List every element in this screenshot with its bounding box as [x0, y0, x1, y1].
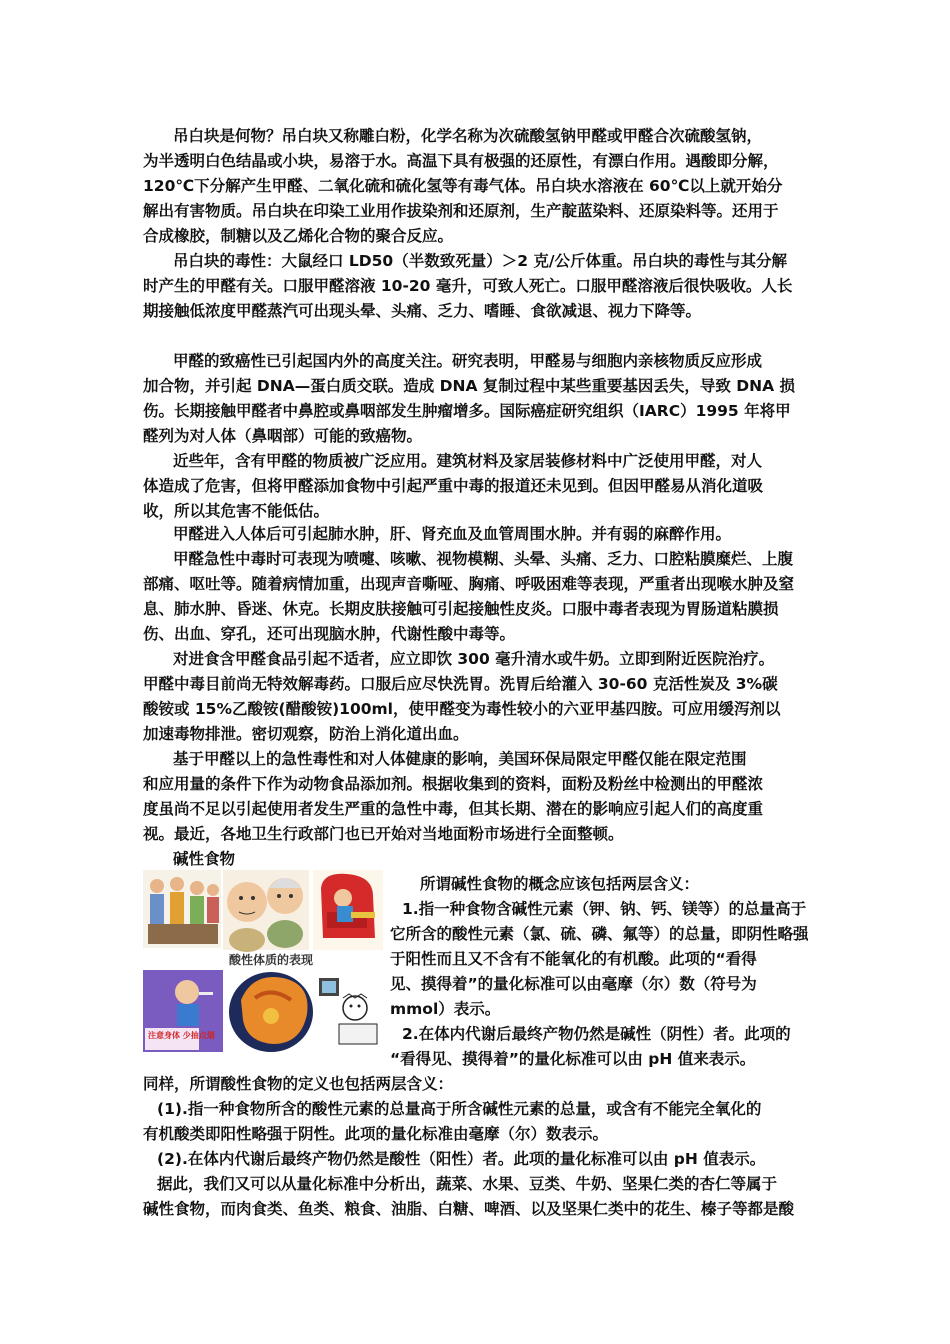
- text-line: “看得见、摸得着”的量化标准可以由 pH 值来表示。: [390, 1050, 756, 1068]
- text-line: 120℃下分解产生甲醛、二氧化硫和硫化氢等有毒气体。吊白块水溶液在 60℃以上就开始分: [143, 177, 783, 195]
- text-line: 近些年，含有甲醛的物质被广泛应用。建筑材料及家居装修材料中广泛使用甲醛，对人: [173, 452, 763, 470]
- text-line: 视。最近，各地卫生行政部门也已开始对当地面粉市场进行全面整顿。: [143, 825, 624, 843]
- armchair-image: [313, 870, 383, 950]
- text-line: 期接触低浓度甲醛蒸汽可出现头晕、头痛、乏力、嗜睡、食欲减退、视力下降等。: [143, 302, 702, 320]
- text-line: 甲醛的致癌性已引起国内外的高度关注。研究表明，甲醛易与细胞内亲核物质反应形成: [173, 352, 763, 370]
- text-line: 时产生的甲醛有关。口服甲醛溶液 10-20 毫升，可致人死亡。口服甲醛溶液后很快吸收。人长: [143, 277, 793, 295]
- text-line: 它所含的酸性元素（氯、硫、磷、氟等）的总量，即阴性略强: [390, 925, 809, 943]
- text-line: 于阳性而且又不含有不能氧化的有机酸。此项的“看得: [390, 950, 757, 968]
- text-line: 为半透明白色结晶或小块，易溶于水。高温下具有极强的还原性，有漂白作用。遇酸即分解，: [143, 152, 779, 170]
- text-line: (1).指一种食物所含的酸性元素的总量高于所含碱性元素的总量，或含有不能完全氧化的: [157, 1100, 762, 1118]
- text-line: 解出有害物质。吊白块在印染工业用作拔染剂和还原剂，生产靛蓝染料、还原染料等。还用于: [143, 202, 779, 220]
- text-line: 合成橡胶，制糖以及乙烯化合物的聚合反应。: [143, 227, 454, 245]
- text-line: 甲醛急性中毒时可表现为喷嚏、咳嗽、视物模糊、头晕、头痛、乏力、口腔粘膜糜烂、上腹: [173, 550, 794, 568]
- text-line: 同样，所谓酸性食物的定义也包括两层含义：: [143, 1075, 454, 1093]
- text-line: 见、摸得着”的量化标准可以由毫摩（尔）数（符号为: [390, 975, 757, 993]
- text-line: 甲醛进入人体后可引起肺水肿，肝、肾充血及血管周围水肿。并有弱的麻醉作用。: [173, 525, 732, 543]
- text-line: 甲醛中毒目前尚无特效解毒药。口服后应尽快洗胃。洗胃后给灌入 30-60 克活性炭及 3%碳: [143, 675, 778, 693]
- text-line: (2).在体内代谢后最终产物仍然是酸性（阳性）者。此项的量化标准可以由 pH 值表示。: [157, 1150, 766, 1168]
- text-line: 伤、出血、穿孔，还可出现脑水肿，代谢性酸中毒等。: [143, 625, 516, 643]
- text-line: 部痛、呕吐等。随着病情加重，出现声音嘶哑、胸痛、呼吸困难等表现，严重者出现喉水肿及窒: [143, 575, 795, 593]
- text-line: 伤。长期接触甲醛者中鼻腔或鼻咽部发生肿瘤增多。国际癌症研究组织（IARC）1995 年将甲: [143, 402, 791, 420]
- illustration-caption: 酸性体质的表现: [229, 953, 314, 967]
- acidic-body-illustration: [143, 868, 383, 1054]
- sign-text: 注意身体 少抽点烟: [148, 1031, 215, 1040]
- elderly-couple-image: [223, 870, 309, 952]
- text-line: 收，所以其危害不能低估。: [143, 502, 330, 520]
- smoking-warning-image: [143, 970, 223, 1052]
- text-line: 所谓碱性食物的概念应该包括两层含义：: [420, 875, 700, 893]
- text-line: 据此，我们又可以从量化标准中分析出，蔬菜、水果、豆类、牛奶、坚果仁类的杏仁等属于: [157, 1175, 778, 1193]
- people-group-image: [143, 870, 221, 948]
- text-line: 息、肺水肿、昏迷、休克。长期皮肤接触可引起接触性皮炎。口服中毒者表现为胃肠道粘膜损: [143, 600, 779, 618]
- text-line: 2.在体内代谢后最终产物仍然是碱性（阴性）者。此项的: [402, 1025, 791, 1043]
- text-line: 对进食含甲醛食品引起不适者，应立即饮 300 毫升清水或牛奶。立即到附近医院治疗。: [173, 650, 775, 668]
- text-line: 有机酸类即阳性略强于阴性。此项的量化标准由毫摩（尔）数表示。: [143, 1125, 609, 1143]
- heading-alkaline-food: 碱性食物: [173, 850, 236, 868]
- stomach-image: [229, 972, 313, 1052]
- text-line: 酸铵或 15%乙酸铵(醋酸铵)100ml，使甲醛变为毒性较小的六亚甲基四胺。可应用缓泻剂以: [143, 700, 781, 718]
- text-line: mmol）表示。: [390, 1000, 501, 1018]
- text-line: 加速毒物排泄。密切观察，防治上消化道出血。: [143, 725, 469, 743]
- child-devices-image: [315, 972, 383, 1052]
- text-line: 吊白块的毒性：大鼠经口 LD50（半数致死量）＞2 克/公斤体重。吊白块的毒性与其分解: [173, 252, 788, 270]
- text-line: 碱性食物，而肉食类、鱼类、粮食、油脂、白糖、啤酒、以及坚果仁类中的花生、榛子等都是酸: [143, 1200, 795, 1218]
- text-line: 1.指一种食物含碱性元素（钾、钠、钙、镁等）的总量高于: [402, 900, 807, 918]
- text-line: 醛列为对人体（鼻咽部）可能的致癌物。: [143, 427, 423, 445]
- text-line: 和应用量的条件下作为动物食品添加剂。根据收集到的资料，面粉及粉丝中检测出的甲醛浓: [143, 775, 764, 793]
- text-line: 度虽尚不足以引起使用者发生严重的急性中毒，但其长期、潜在的影响应引起人们的高度重: [143, 800, 764, 818]
- text-line: 加合物，并引起 DNA—蛋白质交联。造成 DNA 复制过程中某些重要基因丢失，导致 DNA 损: [143, 377, 795, 395]
- text-line: 吊白块是何物？吊白块又称雕白粉，化学名称为次硫酸氢钠甲醛或甲醛合次硫酸氢钠，: [173, 127, 763, 145]
- text-line: 体造成了危害，但将甲醛添加食物中引起严重中毒的报道还未见到。但因甲醛易从消化道吸: [143, 477, 764, 495]
- text-line: 基于甲醛以上的急性毒性和对人体健康的影响，美国环保局限定甲醛仅能在限定范围: [173, 750, 747, 768]
